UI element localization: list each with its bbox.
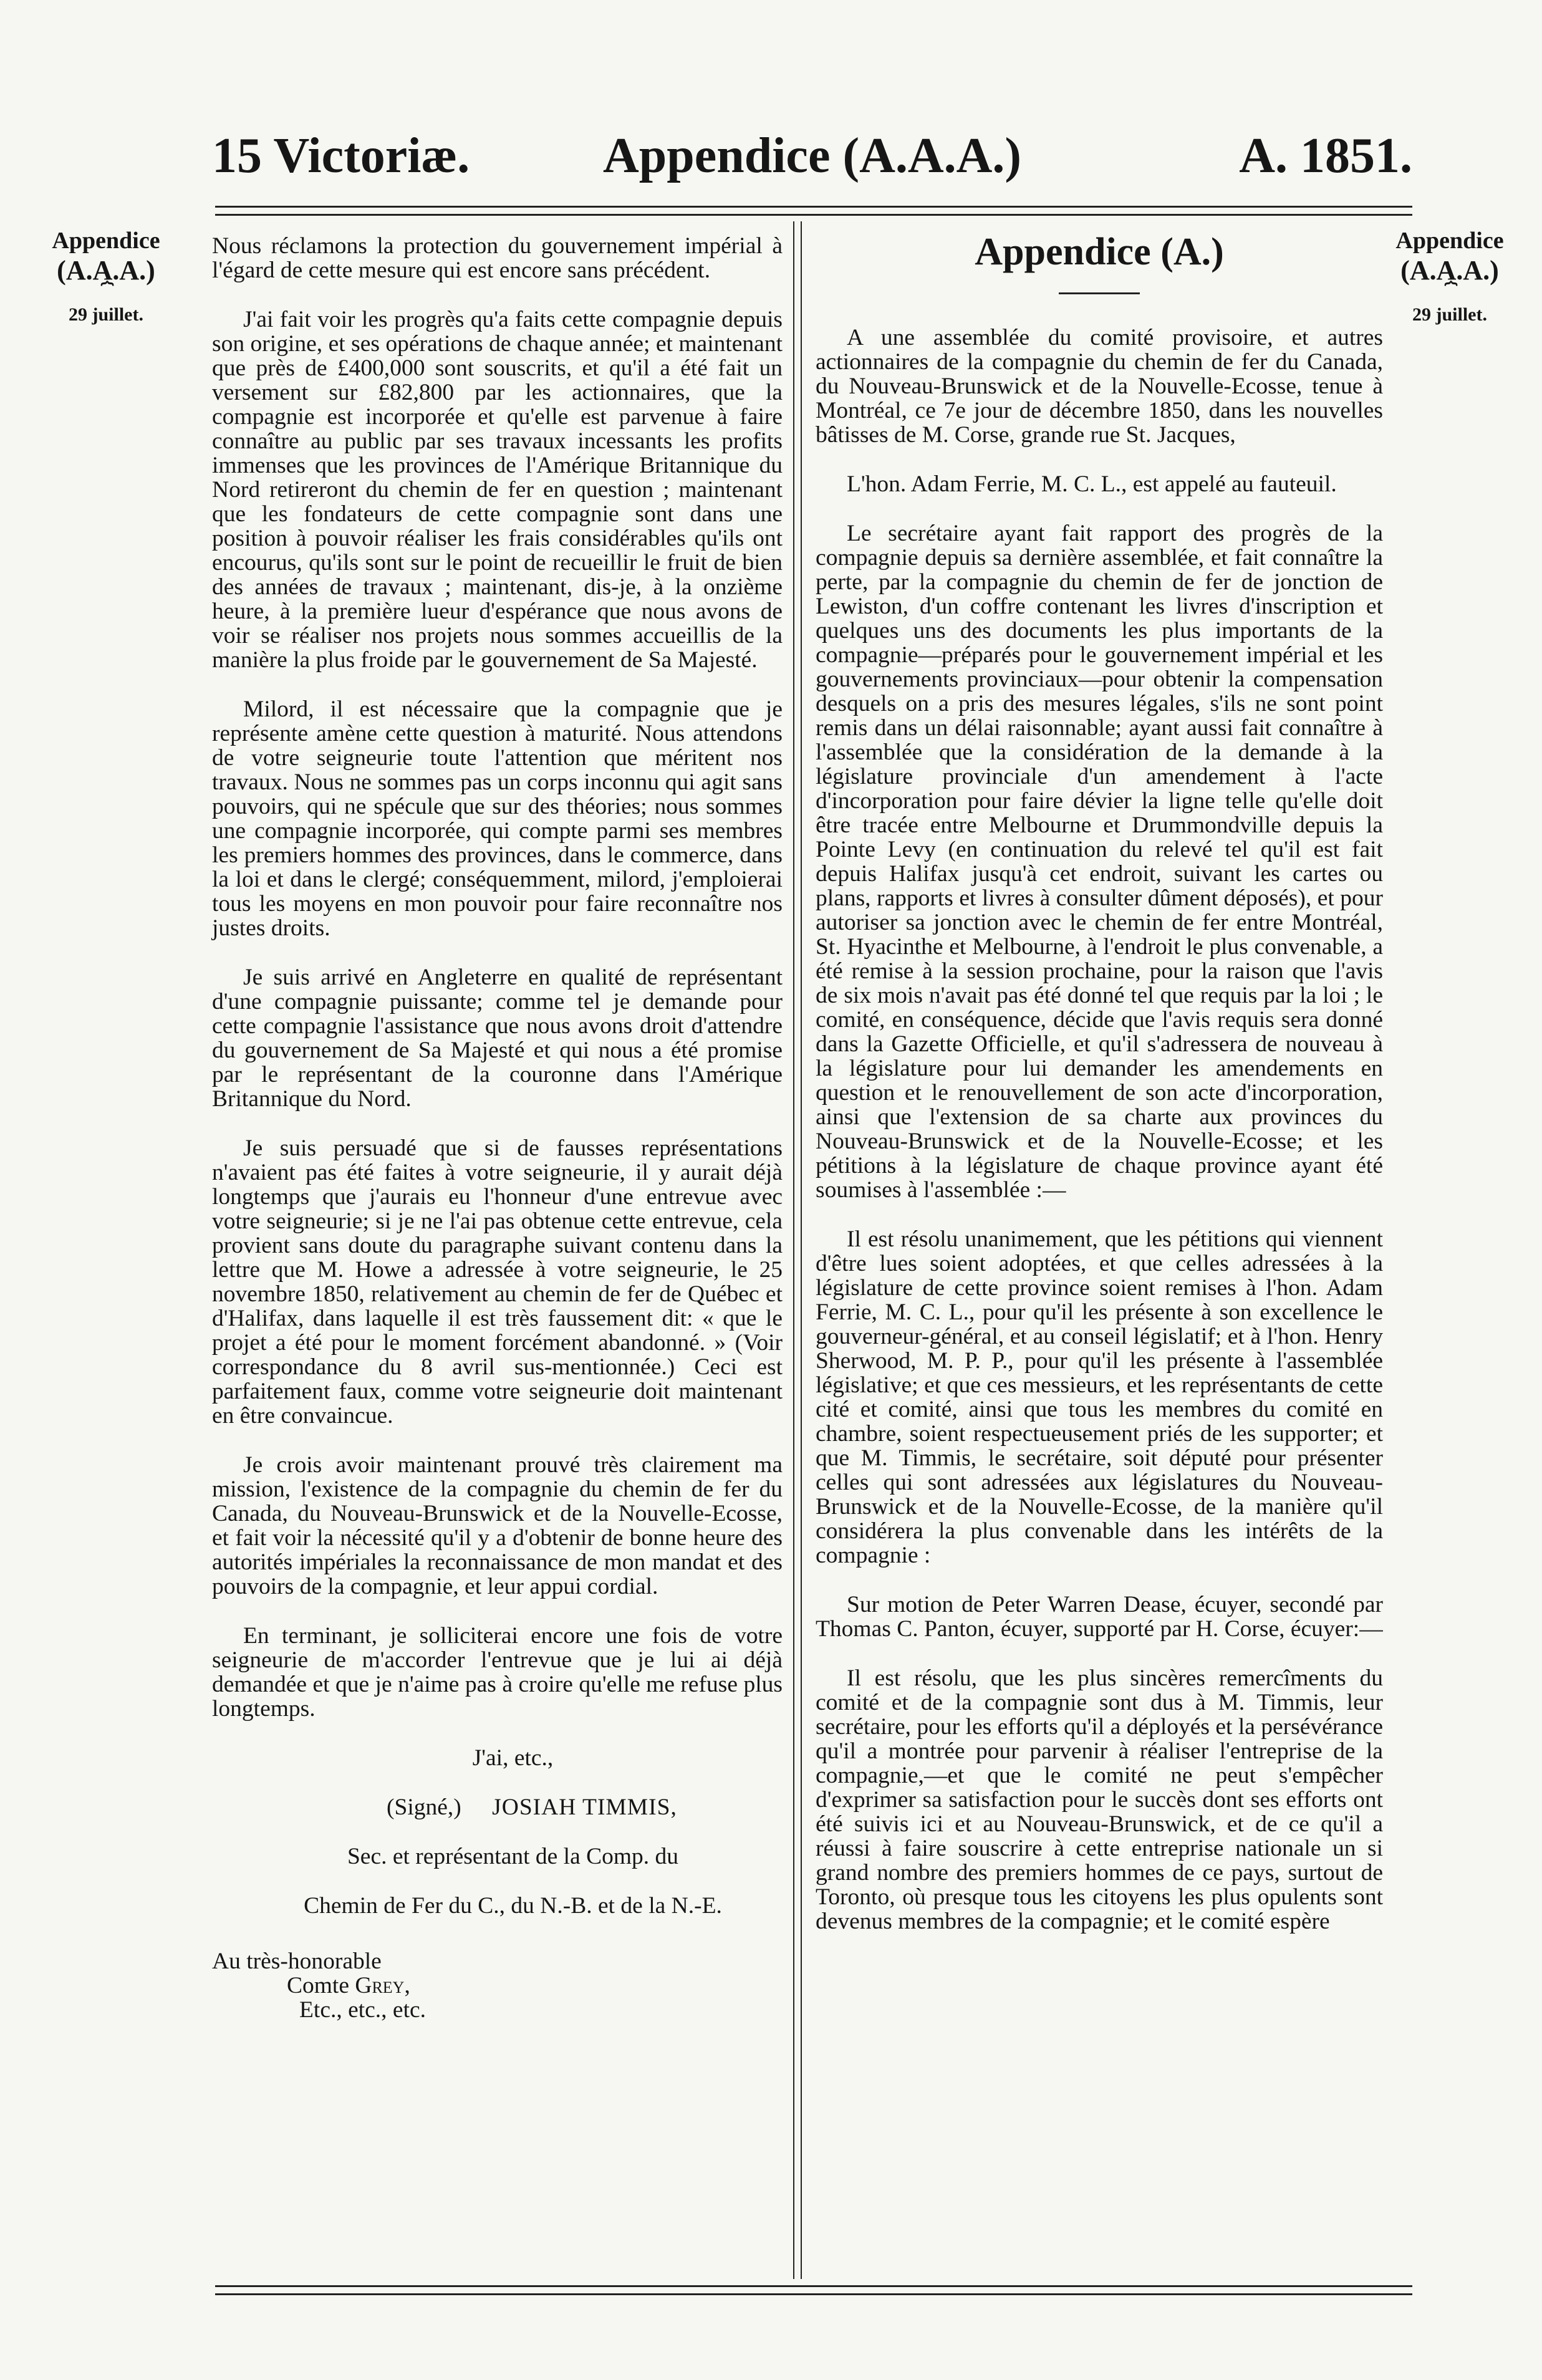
- paragraph: J'ai fait voir les progrès qu'a faits cette compagnie depuis son origine, et ses opérations de chaque année; et maintenant que près de £400,000 sont souscrits, et qu'il a été fait un versement sur £82,800 par les actionnaires, que la compagnie est incorporée et qu'elle est parvenue à faire connaître au public par ses travaux incessants les profits immenses que les provinces de l'Amérique Britannique du Nord retireront du chemin de fer en question ; maintenant que les fondateurs de cette compagnie sont dans une position à pouvoir réaliser les frais considérables qu'ils ont encourus, qu'ils sont sur le point de recueillir le fruit de bien des années de travaux ; maintenant, dis-je, à la onzième heure, à la première lueur d'espérance que nous avons de voir se réaliser nos projets nous sommes accueillis de la manière la plus froide par le gouvernement de Sa Majesté.: [212, 307, 783, 673]
- addressee-line: Au très-honorable: [212, 1949, 382, 1974]
- right-margin-note: [1369, 228, 1531, 326]
- section-title: Appendice (A.): [975, 231, 1224, 273]
- brace-ornament: ⏞: [100, 281, 112, 307]
- footer-double-rule: [215, 2285, 1412, 2295]
- title-rule: [1059, 292, 1140, 294]
- closing-formula: J'ai, etc.,: [472, 1745, 554, 1771]
- margin-note-title: Appendice: [1395, 228, 1504, 254]
- paragraph: Il est résolu, que les plus sincères remercîments du comité et de la compagnie sont dus à M. Timmis, leur secrétaire, pour les efforts qu'il a déployés et la persévérance qu'il a montrée pour parvenir à réaliser l'entreprise de la compagnie,—et que le comité ne peut s'empêcher d'exprimer sa satisfaction pour le succès dont ses efforts ont été suivis ici et au Nouveau-Brunswick, et de ce qu'il a réussi à faire souscrire à cette entreprise nationale un si grand nombre des premiers hommes de ce pays, surtout de Toronto, où presque tous les citoyens les plus opulents sont devenus membres de la compagnie; et le comité espère: [816, 1665, 1383, 1934]
- paragraph: Je crois avoir maintenant prouvé très clairement ma mission, l'existence de la compagnie du chemin de fer du Canada, du Nouveau-Brunswick et de la Nouvelle-Ecosse, et fait voir la nécessité qu'il y a d'obtenir de bonne heure des autorités impériales la reconnaissance de mon mandat et des pouvoirs de la compagnie, et leur appui cordial.: [212, 1452, 783, 1599]
- signed-label: (Signé,): [387, 1795, 461, 1820]
- margin-note-date: 29 juillet.: [69, 304, 143, 325]
- right-column: [816, 231, 1383, 1958]
- margin-note-title: Appendice: [52, 228, 160, 254]
- signature-line: [212, 1795, 783, 1819]
- paragraph: Sur motion de Peter Warren Dease, écuyer, secondé par Thomas C. Panton, écuyer, supporté par H. Corse, écuyer:—: [816, 1592, 1383, 1642]
- paragraph: A une assemblée du comité provisoire, et autres actionnaires de la compagnie du chemin de fer du Canada, du Nouveau-Brunswick et de la Nouvelle-Ecosse, tenue à Montréal, ce 7e jour de décembre 1850, dans les nouvelles bâtisses de M. Corse, grande rue St. Jacques,: [816, 325, 1383, 448]
- addressee-block: [212, 1949, 783, 2022]
- header-appendix: Appendice (A.A.A.): [602, 128, 1022, 183]
- margin-note-ref: (A.A.A.): [1400, 254, 1499, 286]
- header-session: 15 Victoriæ.: [212, 128, 470, 183]
- signer-name: JOSIAH TIMMIS,: [492, 1795, 677, 1820]
- paragraph: Il est résolu unanimement, que les pétitions qui viennent d'être lues soient adoptées, et que celles adressées à la législature de cette province soient remises à l'hon. Adam Ferrie, M. C. L., pour qu'il les présente à son excellence le gouverneur-général, et au conseil législatif; et à l'hon. Henry Sherwood, M. P. P., pour qu'il les présente à l'assemblée législative; et que ces messieurs, et les représentants de cette cité et comité, ainsi que tous les membres du comité en chambre, soient respectueusement priés de les supporter; et que M. Timmis, le secrétaire, soit député pour présenter celles qui sont adressées aux législatures du Nouveau-Brunswick et de la Nouvelle-Ecosse, de la manière qu'il considérera la plus convenable dans les intérêts de la compagnie :: [816, 1226, 1383, 1568]
- signer-title: Sec. et représentant de la Comp. du: [347, 1844, 679, 1869]
- addressee-line: Etc., etc., etc.: [299, 1997, 426, 2023]
- signer-title: Chemin de Fer du C., du N.-B. et de la N.-E.: [304, 1893, 722, 1919]
- margin-note-date: 29 juillet.: [1412, 304, 1487, 325]
- brace-ornament: ⏞: [1444, 281, 1455, 307]
- paragraph: Nous réclamons la protection du gouvernement impérial à l'égard de cette mesure qui est encore sans précédent.: [212, 233, 783, 283]
- addressee-title: Comte: [287, 1973, 349, 1998]
- paragraph: Le secrétaire ayant fait rapport des progrès de la compagnie depuis sa dernière assemblée, et fait connaître la perte, par la compagnie du chemin de fer de jonction de Lewiston, d'un coffre contenant les livres d'inscription et quelques uns des documents les plus importants de la compagnie—préparés pour le gouvernement impérial et les gouvernements provinciaux—pour obtenir la compensation desquels on a pris des mesures légales, s'ils ne sont point remis dans un délai raisonnable; ayant aussi fait connaître à l'assemblée que la considération de la demande à la législature provinciale d'un amendement à l'acte d'incorporation pour faire dévier la ligne telle qu'elle doit être tracée entre Melbourne et Drummondville depuis la Pointe Levy (en continuation du relevé tel qu'il est fait depuis Halifax jusqu'à cet endroit, suivant les cartes ou plans, rapports et livres à consulter dûment déposés), et pour autoriser sa jonction avec le chemin de fer entre Montréal, St. Hyacinthe et Melbourne, à l'endroit le plus convenable, a été remise à la session prochaine, pour la raison que l'avis de six mois n'avait pas été donné tel que requis par la loi ; le comité, en conséquence, décide que l'avis requis sera donné dans la Gazette Officielle, et qu'il s'adressera de nouveau à la législature pour lui demander les amendements en question et le renouvellement de son acte d'incorporation, ainsi que l'extension de sa charte aux provinces du Nouveau-Brunswick et de la Nouvelle-Ecosse; et les pétitions à la législature de chaque province ayant été soumises à l'assemblée :—: [816, 521, 1383, 1203]
- paragraph: L'hon. Adam Ferrie, M. C. L., est appelé au fauteuil.: [847, 471, 1337, 497]
- margin-note-ref: (A.A.A.): [57, 254, 155, 286]
- paragraph: Je suis arrivé en Angleterre en qualité de représentant d'une compagnie puissante; comme tel je demande pour cette compagnie l'assistance que nous avons droit d'attendre du gouvernement de Sa Majesté et qui nous a été promise par le représentant de la couronne dans l'Amérique Britannique du Nord.: [212, 965, 783, 1112]
- header-double-rule: [215, 206, 1412, 216]
- addressee-name: Grey,: [355, 1973, 410, 1998]
- paragraph: Milord, il est nécessaire que la compagnie que je représente amène cette question à maturité. Nous attendons de votre seigneurie toute l'attention que méritent nos travaux. Nous ne sommes pas un corps inconnu qui agit sans pouvoirs, qui ne spécule que sur des théories; nous sommes une compagnie incorporée, qui compte parmi ses membres les premiers hommes des provinces, dans le commerce, dans la loi et dans le clergé; conséquemment, milord, j'emploierai tous les moyens en mon pouvoir pour faire reconnaître nos justes droits.: [212, 696, 783, 941]
- page-header: [212, 128, 1412, 196]
- addressee-line: [212, 1973, 783, 1998]
- header-year: A. 1851.: [1239, 128, 1412, 183]
- column-separator: [793, 221, 802, 2279]
- left-column: [212, 234, 783, 2022]
- paragraph: Je suis persuadé que si de fausses représentations n'avaient pas été faites à votre seigneurie, il y aurait déjà longtemps que j'aurais eu l'honneur d'une entrevue avec votre seigneurie; si je ne l'ai pas obtenue cette entrevue, cela provient sans doute du paragraphe suivant contenu dans la lettre que M. Howe a adressée à votre seigneurie, le 25 novembre 1850, relativement au chemin de fer de Québec et d'Halifax, dans laquelle il est très faussement dit: « que le projet a été pour le moment forcément abandonné. » (Voir correspondance du 8 avril sus-mentionnée.) Ceci est parfaitement faux, comme votre seigneurie doit maintenant en être convaincue.: [212, 1135, 783, 1428]
- paragraph: En terminant, je solliciterai encore une fois de votre seigneurie de m'accorder l'entrevue que je lui ai déjà demandée et que je n'aime pas à croire qu'elle me refuse plus longtemps.: [212, 1623, 783, 1722]
- left-margin-note: [25, 228, 187, 326]
